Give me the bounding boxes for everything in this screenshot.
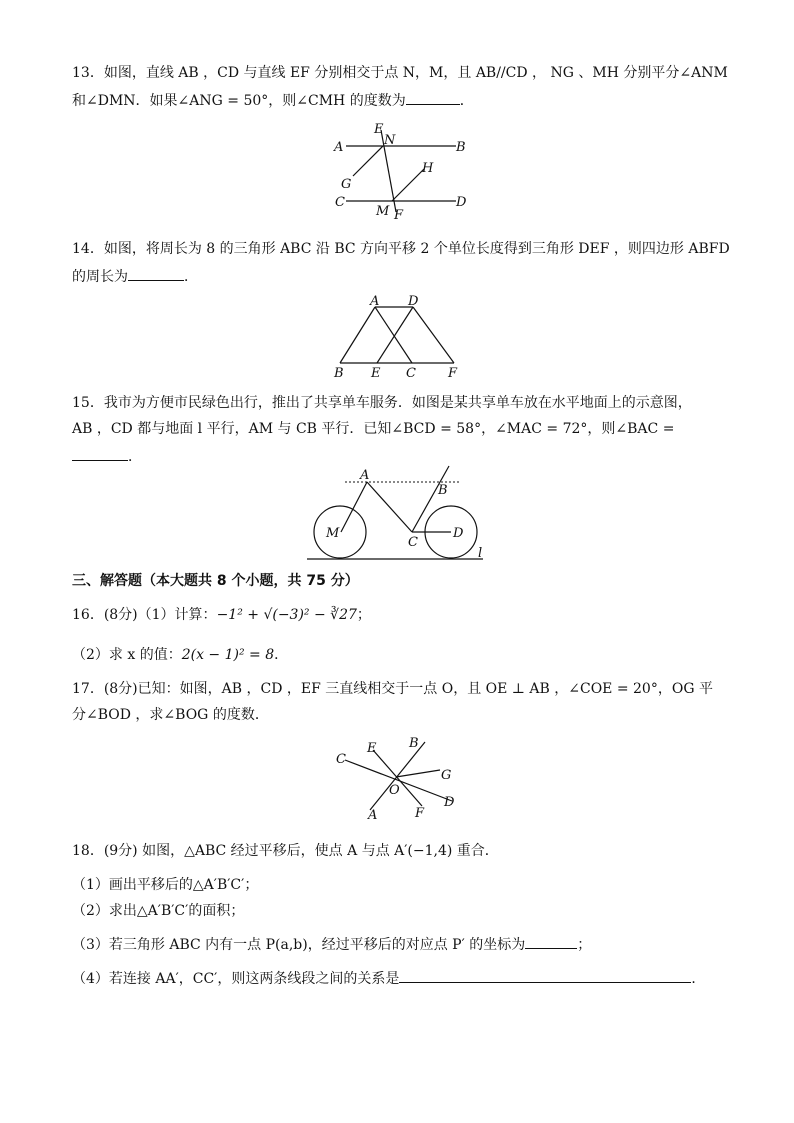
label-c: C bbox=[408, 535, 418, 550]
label-n: N bbox=[384, 133, 396, 148]
label-a: A bbox=[334, 140, 344, 155]
label-e: E bbox=[367, 741, 377, 756]
side-ac bbox=[375, 307, 412, 363]
q18-sub3-end: ； bbox=[577, 937, 592, 953]
q18-sub4-text: （4）若连接 AA′，CC′，则这两条线段之间的关系是 bbox=[72, 971, 400, 987]
label-g: G bbox=[441, 768, 452, 783]
label-d: D bbox=[453, 526, 464, 541]
q17-line1: 17．(8分)已知：如图，AB ，CD ，EF 三直线相交于一点 O，且 OE ⊥ AB ，∠COE = 20°，OG 平 bbox=[72, 681, 713, 697]
label-m: M bbox=[326, 526, 340, 541]
q13-answer-blank[interactable] bbox=[406, 90, 460, 105]
label-b: B bbox=[456, 140, 466, 155]
label-b: B bbox=[438, 483, 448, 498]
label-f: F bbox=[394, 208, 404, 222]
q18-sub4-blank[interactable] bbox=[399, 968, 691, 983]
label-e: E bbox=[374, 122, 384, 137]
label-a: A bbox=[360, 468, 370, 483]
label-c: C bbox=[336, 752, 346, 767]
q16-part2-prefix: （2）求 x 的值： bbox=[72, 647, 182, 663]
q16-part1-prefix: 16．(8分)（1）计算： bbox=[72, 607, 217, 623]
q16-part1-expr: −1² + √(−3)² − ∛27 bbox=[216, 607, 357, 623]
q15-line3 bbox=[72, 446, 142, 466]
rear-wheel bbox=[314, 506, 366, 558]
q18-sub1: （1）画出平移后的△A′B′C′； bbox=[72, 877, 259, 893]
q18-sub2: （2）求出△A′B′C′的面积； bbox=[72, 903, 245, 919]
ray-ng bbox=[353, 146, 383, 176]
label-c: C bbox=[406, 366, 416, 381]
label-f: F bbox=[415, 806, 425, 821]
ray-og bbox=[396, 770, 440, 777]
q18-sub4-end: ． bbox=[691, 971, 706, 987]
side-df bbox=[413, 307, 454, 363]
section-heading: 三、解答题（本大题共 8 个小题，共 75 分） bbox=[72, 573, 359, 589]
q16-part1 bbox=[72, 606, 371, 624]
q13-figure bbox=[326, 120, 476, 222]
label-l: l bbox=[478, 546, 483, 561]
q18-sub3-text: （3）若三角形 ABC 内有一点 P(a,b)，经过平移后的对应点 P′ 的坐标为 bbox=[72, 937, 526, 953]
side-de bbox=[377, 307, 413, 363]
q15-line1: 15．我市为方便市民绿色出行，推出了共享单车服务．如图是某共享单车放在水平地面上的示意图， bbox=[72, 395, 692, 411]
q14-answer-blank[interactable] bbox=[128, 266, 184, 281]
ray-mh bbox=[392, 169, 424, 201]
q13-line2-text: 和∠DMN．如果∠ANG = 50°，则∠CMH 的度数为 bbox=[72, 93, 406, 109]
label-b: B bbox=[409, 736, 419, 751]
q16-part1-suffix: ； bbox=[356, 607, 371, 623]
label-b: B bbox=[334, 366, 344, 381]
q17-line2: 分∠BOD ，求∠BOG 的度数． bbox=[72, 707, 269, 723]
label-c: C bbox=[335, 195, 345, 210]
label-d: D bbox=[456, 195, 467, 210]
label-e: E bbox=[371, 366, 381, 381]
q14-line2 bbox=[72, 266, 198, 286]
q13-line1: 13．如图，直线 AB ，CD 与直线 EF 分别相交于点 N，M，且 AB//CD ， NG 、MH 分别平分∠ANM bbox=[72, 65, 728, 81]
q18-sub3-blank[interactable] bbox=[525, 934, 577, 949]
q18-sub3 bbox=[72, 934, 591, 954]
label-a: A bbox=[370, 294, 380, 309]
label-h: H bbox=[422, 161, 434, 176]
q14-figure bbox=[328, 292, 468, 382]
seg-cb bbox=[412, 466, 449, 532]
label-f: F bbox=[448, 366, 458, 381]
q14-line2-text: 的周长为 bbox=[72, 269, 128, 285]
q16-part2-suffix: ． bbox=[274, 647, 289, 663]
q16-part2 bbox=[72, 646, 288, 664]
q14-line1: 14．如图，将周长为 8 的三角形 ABC 沿 BC 方向平移 2 个单位长度得到三角形 DEF ，则四边形 ABFD bbox=[72, 241, 730, 257]
q15-line3-end: ． bbox=[128, 449, 142, 465]
label-g: G bbox=[341, 177, 352, 192]
label-m: M bbox=[376, 204, 390, 219]
q14-line2-end: ． bbox=[184, 269, 198, 285]
seg-ac bbox=[367, 482, 412, 532]
q15-figure bbox=[305, 462, 490, 565]
q16-part2-expr: 2(x − 1)² = 8 bbox=[181, 647, 275, 663]
q15-line2: AB ，CD 都与地面 l 平行，AM 与 CB 平行．已知∠BCD = 58°，∠MAC = 72°，则∠BAC = bbox=[72, 421, 675, 437]
q15-answer-blank[interactable] bbox=[72, 446, 128, 461]
q17-figure bbox=[330, 732, 466, 822]
q13-line2 bbox=[72, 90, 474, 110]
q18-sub4 bbox=[72, 968, 705, 988]
label-o: O bbox=[389, 783, 400, 798]
side-ab bbox=[340, 307, 375, 363]
label-a: A bbox=[368, 808, 378, 822]
q18-line1: 18．(9分) 如图，△ABC 经过平移后，使点 A 与点 A′(−1,4) 重合． bbox=[72, 843, 499, 859]
label-d: D bbox=[408, 294, 419, 309]
q13-line2-end: ． bbox=[459, 93, 474, 109]
label-d: D bbox=[444, 795, 455, 810]
